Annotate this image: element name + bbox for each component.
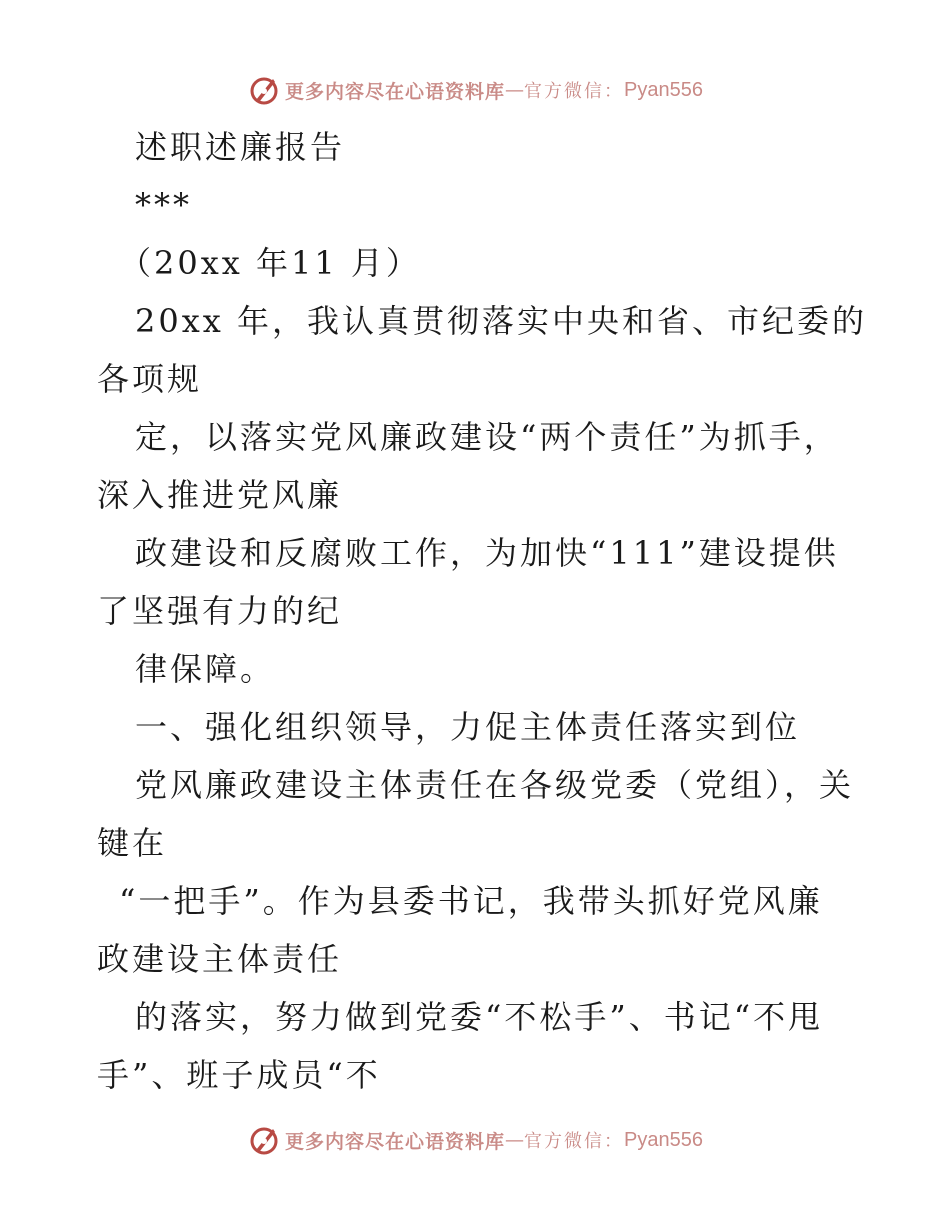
- footer-watermark: [0, 1120, 950, 1160]
- banner-wechat-id: Pyan556: [624, 78, 703, 101]
- doc-line: 深入推进党风廉: [97, 476, 343, 514]
- banner-text: 更多内容尽在心语资料库: [285, 1130, 506, 1153]
- doc-author: ***: [135, 186, 192, 224]
- doc-line: 手”、班子成员“不: [97, 1056, 381, 1094]
- doc-line: 了坚强有力的纪: [97, 592, 343, 630]
- doc-line: 定，以落实党风廉政建设“两个责任”为抓手，: [135, 418, 839, 456]
- banner-wechat-id: Pyan556: [624, 1128, 703, 1151]
- quill-logo-icon: [247, 73, 281, 107]
- doc-line: 政建设主体责任: [97, 940, 343, 978]
- banner-wechat-label: 官方微信：: [524, 1131, 625, 1152]
- quill-logo-icon: [247, 1123, 281, 1157]
- banner-dash: —: [505, 79, 525, 101]
- doc-date: （20xx 年11 月）: [119, 244, 421, 282]
- doc-line: 党风廉政建设主体责任在各级党委（党组），关: [135, 766, 855, 804]
- doc-line: “一把手”。作为县委书记，我带头抓好党风廉: [119, 882, 823, 920]
- section-heading: 一、强化组织领导，力促主体责任落实到位: [135, 708, 801, 746]
- doc-line: 律保障。: [135, 650, 276, 688]
- doc-line: 20xx 年，我认真贯彻落实中央和省、市纪委的: [135, 302, 867, 340]
- doc-title: 述职述廉报告: [135, 128, 346, 166]
- banner-text: 更多内容尽在心语资料库: [285, 80, 506, 103]
- header-watermark: [0, 70, 950, 110]
- doc-line: 键在: [97, 824, 168, 862]
- document-body: [97, 118, 867, 1104]
- doc-line: 各项规: [97, 360, 203, 398]
- banner-dash: —: [505, 1129, 525, 1151]
- doc-line: 的落实，努力做到党委“不松手”、书记“不甩: [135, 998, 824, 1036]
- banner-wechat-label: 官方微信：: [524, 81, 625, 102]
- doc-line: 政建设和反腐败工作，为加快“111”建设提供: [135, 534, 839, 572]
